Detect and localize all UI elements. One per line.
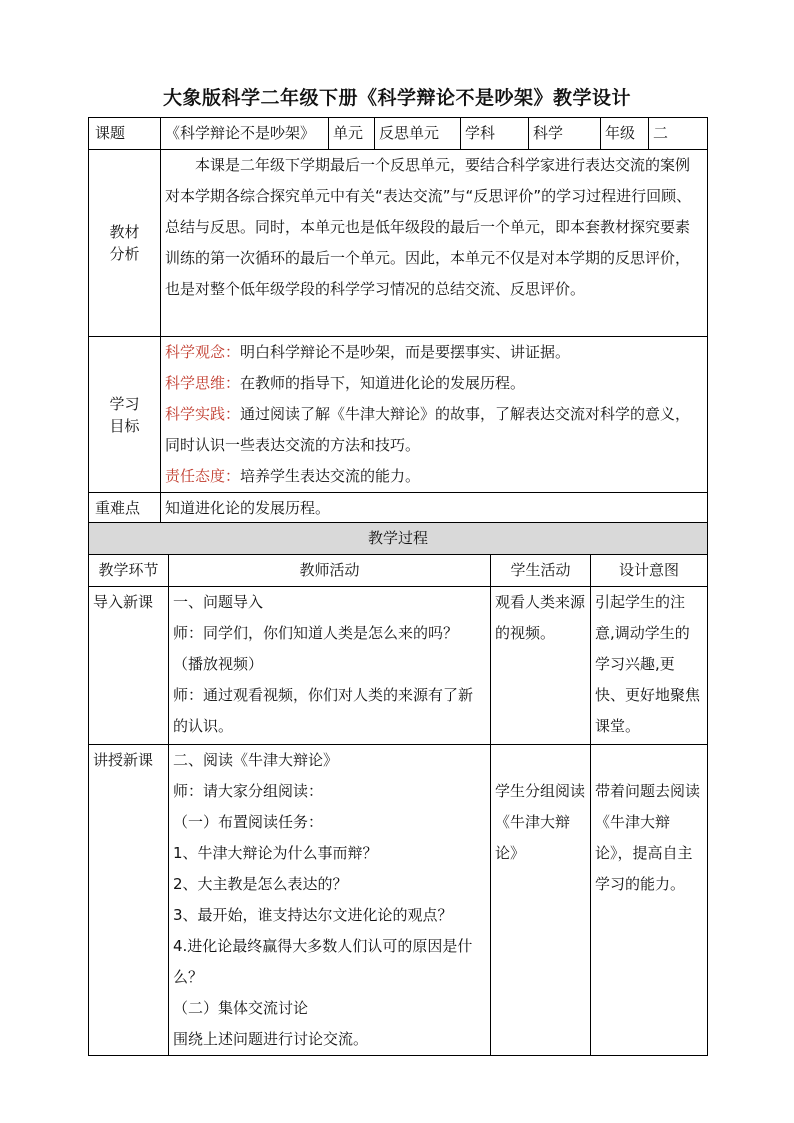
intent-cell: 引起学生的注意,调动学生的学习兴趣,更快、更好地聚焦课堂。 — [591, 587, 708, 745]
header-intent: 设计意图 — [591, 555, 708, 587]
student-cell: 学生分组阅读《牛津大辩论》 — [491, 745, 591, 1056]
xueke-value: 科学 — [529, 118, 601, 150]
student-cell: 观看人类来源的视频。 — [491, 587, 591, 745]
danyuan-label: 单元 — [329, 118, 375, 150]
goal-item: 责任态度：培养学生表达交流的能力。 — [165, 467, 421, 485]
goal-item: 科学观念：明白科学辩论不是吵架，而是要摆事实、讲证据。 — [165, 343, 571, 361]
stage-cell: 讲授新课 — [89, 745, 169, 1056]
page-title: 大象版科学二年级下册《科学辩论不是吵架》教学设计 — [162, 87, 631, 109]
table-row — [89, 745, 708, 1056]
keypoint-text: 知道进化论的发展历程。 — [161, 493, 708, 525]
process-title: 教学过程 — [89, 523, 708, 555]
goal-item: 科学实践：通过阅读了解《牛津大辩论》的故事，了解表达交流对科学的意义，同时认识一些表达交流的方法和技巧。 — [165, 405, 691, 454]
goal-item: 科学思维：在教师的指导下，知道进化论的发展历程。 — [165, 374, 526, 392]
nianji-label: 年级 — [601, 118, 649, 150]
keti-label: 课题 — [89, 118, 161, 150]
keti-value: 《科学辩论不是吵架》 — [161, 118, 329, 150]
nianji-value: 二 — [649, 118, 708, 150]
info-table — [88, 117, 708, 525]
teacher-cell: 二、阅读《牛津大辩论》 师：请大家分组阅读： （一）布置阅读任务： 1、牛津大辩论为什么事而辩？ 2、大主教是怎么表达的？ 3、最开始，谁支持达尔文进化论的观点？ 4.进化论最终赢得大多数人们认可的原因是什么？ （二）集体交流讨论 围绕上述问题进行讨论交流。 — [169, 745, 491, 1056]
header-teacher: 教师活动 — [169, 555, 491, 587]
analysis-label: 教材 分析 — [89, 150, 161, 337]
keypoint-label: 重难点 — [89, 493, 161, 525]
xueke-label: 学科 — [461, 118, 529, 150]
header-stage: 教学环节 — [89, 555, 169, 587]
process-table — [88, 522, 708, 1056]
analysis-text: 本课是二年级下学期最后一个反思单元，要结合科学家进行表达交流的案例对本学期各综合探究单元中有关“表达交流”与“反思评价”的学习过程进行回顾、总结与反思。同时，本单元也是低年级段的最后一个单元，即本套教材探究要素训练的第一次循环的最后一个单元。因此，本单元不仅是对本学期的反思评价，也是对整个低年级学段的科学学习情况的总结交流、反思评价。 — [161, 150, 708, 337]
intent-cell: 带着问题去阅读《牛津大辩论》，提高自主学习的能力。 — [591, 745, 708, 1056]
teacher-cell: 一、问题导入 师：同学们，你们知道人类是怎么来的吗？ （播放视频） 师：通过观看视频，你们对人类的来源有了新的认识。 — [169, 587, 491, 745]
goals-list — [161, 337, 708, 493]
table-row — [89, 587, 708, 745]
goals-label: 学习 目标 — [89, 337, 161, 493]
stage-cell: 导入新课 — [89, 587, 169, 745]
danyuan-value: 反思单元 — [375, 118, 461, 150]
header-student: 学生活动 — [491, 555, 591, 587]
